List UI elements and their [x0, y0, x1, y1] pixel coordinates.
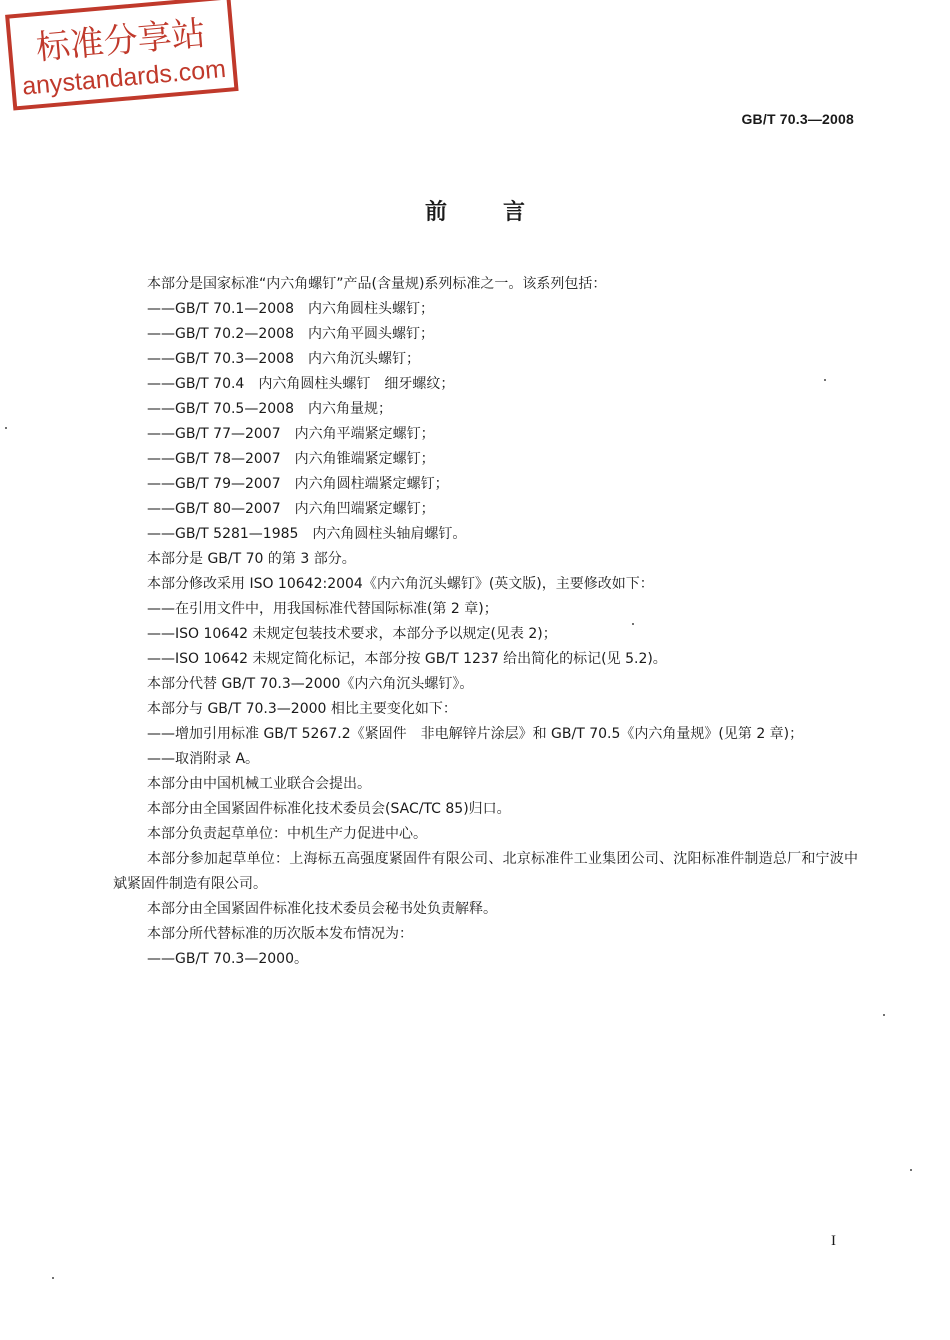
paragraph: 本部分是国家标准“内六角螺钉”产品(含量规)系列标准之一。该系列包括：: [147, 276, 607, 292]
stamp-line-2: anystandards.com: [21, 54, 227, 101]
paragraph: 本部分参加起草单位：上海标五高强度紧固件有限公司、北京标准件工业集团公司、沈阳标准件制造总厂和宁波中斌紧固件制造有限公司。: [113, 851, 858, 892]
list-item: ——GB/T 70.5—2008 内六角量规；: [147, 401, 392, 417]
list-item: ——GB/T 78—2007 内六角锥端紧定螺钉；: [147, 451, 435, 467]
list-item: ——GB/T 80—2007 内六角凹端紧定螺钉；: [147, 501, 435, 517]
paragraph: 本部分代替 GB/T 70.3—2000《内六角沉头螺钉》。: [147, 676, 474, 692]
scan-speck: [632, 623, 634, 625]
list-item: ——增加引用标准 GB/T 5267.2《紧固件 非电解锌片涂层》和 GB/T 70.5《内六角量规》(见第 2 章)；: [147, 726, 804, 742]
list-item: ——GB/T 79—2007 内六角圆柱端紧定螺钉；: [147, 476, 449, 492]
list-item: ——GB/T 70.4 内六角圆柱头螺钉 细牙螺纹；: [147, 376, 455, 392]
page-title: 前言: [424, 200, 581, 225]
list-item: ——GB/T 70.1—2008 内六角圆柱头螺钉；: [147, 301, 434, 317]
scan-speck: [52, 1277, 54, 1279]
stamp-line-1: 标准分享站: [34, 13, 208, 69]
preface-body: [113, 272, 858, 972]
paragraph: 本部分由中国机械工业联合会提出。: [147, 776, 371, 792]
page-number: I: [831, 1233, 836, 1249]
list-item: ——GB/T 70.2—2008 内六角平圆头螺钉；: [147, 326, 434, 342]
scan-speck: [910, 1169, 912, 1171]
list-item: ——ISO 10642 未规定简化标记，本部分按 GB/T 1237 给出简化的标记(见 5.2)。: [147, 651, 667, 667]
paragraph: 本部分是 GB/T 70 的第 3 部分。: [147, 551, 356, 567]
paragraph: 本部分由全国紧固件标准化技术委员会(SAC/TC 85)归口。: [147, 801, 511, 817]
paragraph: 本部分由全国紧固件标准化技术委员会秘书处负责解释。: [147, 901, 497, 917]
document-code: GB/T 70.3—2008: [741, 111, 854, 127]
scan-speck: [5, 427, 7, 429]
list-item: ——在引用文件中，用我国标准代替国际标准(第 2 章)；: [147, 601, 498, 617]
scan-speck: [824, 379, 826, 381]
list-item: ——ISO 10642 未规定包装技术要求，本部分予以规定(见表 2)；: [147, 626, 557, 642]
list-item: ——GB/T 70.3—2008 内六角沉头螺钉；: [147, 351, 420, 367]
paragraph: 本部分负责起草单位：中机生产力促进中心。: [147, 826, 427, 842]
scan-speck: [883, 1014, 885, 1016]
paragraph: 本部分与 GB/T 70.3—2000 相比主要变化如下：: [147, 701, 457, 717]
list-item: ——GB/T 70.3—2000。: [147, 951, 308, 967]
list-item: ——取消附录 A。: [147, 751, 260, 767]
paragraph: 本部分所代替标准的历次版本发布情况为：: [147, 926, 413, 942]
watermark-stamp: [4, 0, 240, 112]
list-item: ——GB/T 77—2007 内六角平端紧定螺钉；: [147, 426, 435, 442]
list-item: ——GB/T 5281—1985 内六角圆柱头轴肩螺钉。: [147, 526, 467, 542]
paragraph: 本部分修改采用 ISO 10642:2004《内六角沉头螺钉》(英文版)，主要修改如下：: [147, 576, 654, 592]
